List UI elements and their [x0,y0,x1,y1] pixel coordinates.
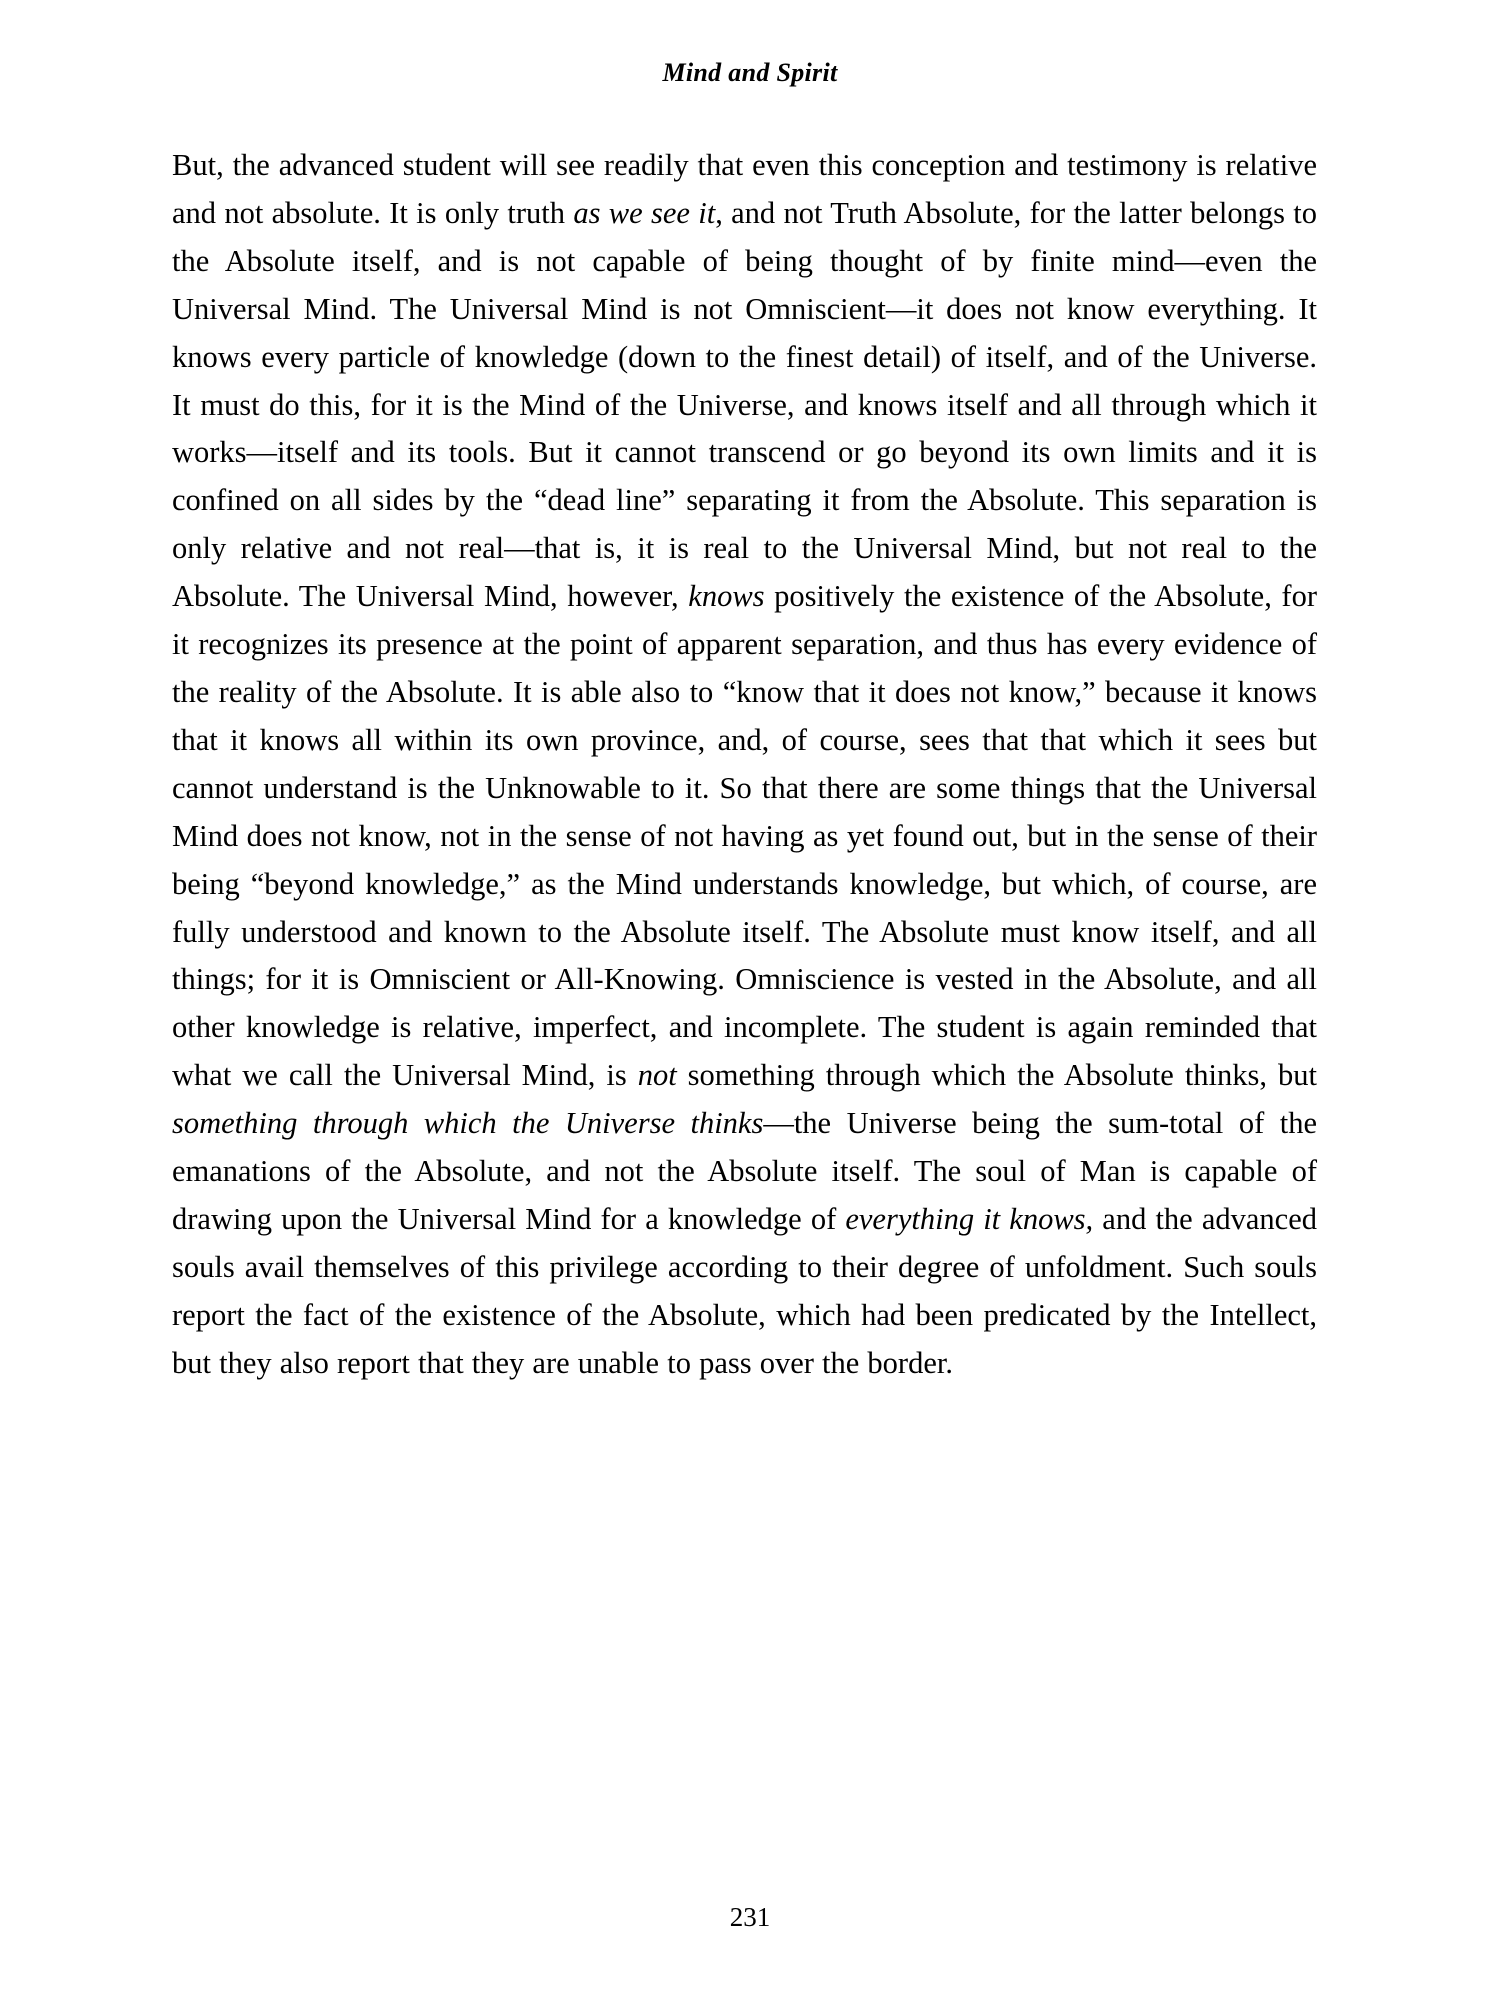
text-emphasis: knows [688,579,765,614]
text-run: and the advanced souls avail themselves of this privilege according to their degree of unfoldment. Such souls report the fact of the existence of the Absolute, which had been predicated by the Intellect, but they also report that they are unable to pass over the border. [172,1201,1317,1380]
text-emphasis: not [637,1058,677,1093]
text-run: —the Universe being the sum-total of the emanations of the Absolute, and not the Absolute itself. The soul of Man is capable of drawing upon the Universal Mind for a knowledge of [172,1106,1317,1236]
text-run: , and not Truth Absolute, for the latter belongs to the Absolute itself, and is not capable of being thought of by finite mind—even the Universal Mind. The Universal Mind is not Omniscient—it does not know everything. It knows every particle of knowledge (down to the finest detail) of itself, and of the Universe. It must do this, for it is the Mind of the Universe, and knows itself and all through which it works—itself and its tools. But it cannot transcend or go beyond its own limits and it is confined on all sides by the “dead line” separating it from the Absolute. This separation is only relative and not real—that is, it is real to the Universal Mind, but not real to the Absolute. The Universal Mind, however, [172,195,1317,614]
text-emphasis: as we see it [573,195,716,230]
text-emphasis: something through which the Universe thinks [172,1106,764,1141]
running-head: Mind and Spirit [662,58,838,87]
text-run: something through which the Absolute thinks, but [676,1058,1317,1093]
text-emphasis: everything it knows, [845,1201,1094,1236]
text-run: But, the advanced student will see readily that even this conception and testimony is relative and not absolute. It is only truth [172,148,1317,230]
page-number: 231 [729,1902,771,1932]
body-paragraph [172,142,1317,1388]
text-run: positively the existence of the Absolute, for it recognizes its presence at the point of apparent separation, and thus has every evidence of the reality of the Absolute. It is able also to “know that it does not know,” because it knows that it knows all within its own province, and, of course, sees that that which it sees but cannot understand is the Unknowable to it. So that there are some things that the Universal Mind does not know, not in the sense of not having as yet found out, but in the sense of their being “beyond knowledge,” as the Mind understands knowledge, but which, of course, are fully understood and known to the Absolute itself. The Absolute must know itself, and all things; for it is Omniscient or All-Knowing. Omniscience is vested in the Absolute, and all other knowledge is relative, imperfect, and incomplete. The student is again reminded that what we call the Universal Mind, is [172,579,1317,1093]
